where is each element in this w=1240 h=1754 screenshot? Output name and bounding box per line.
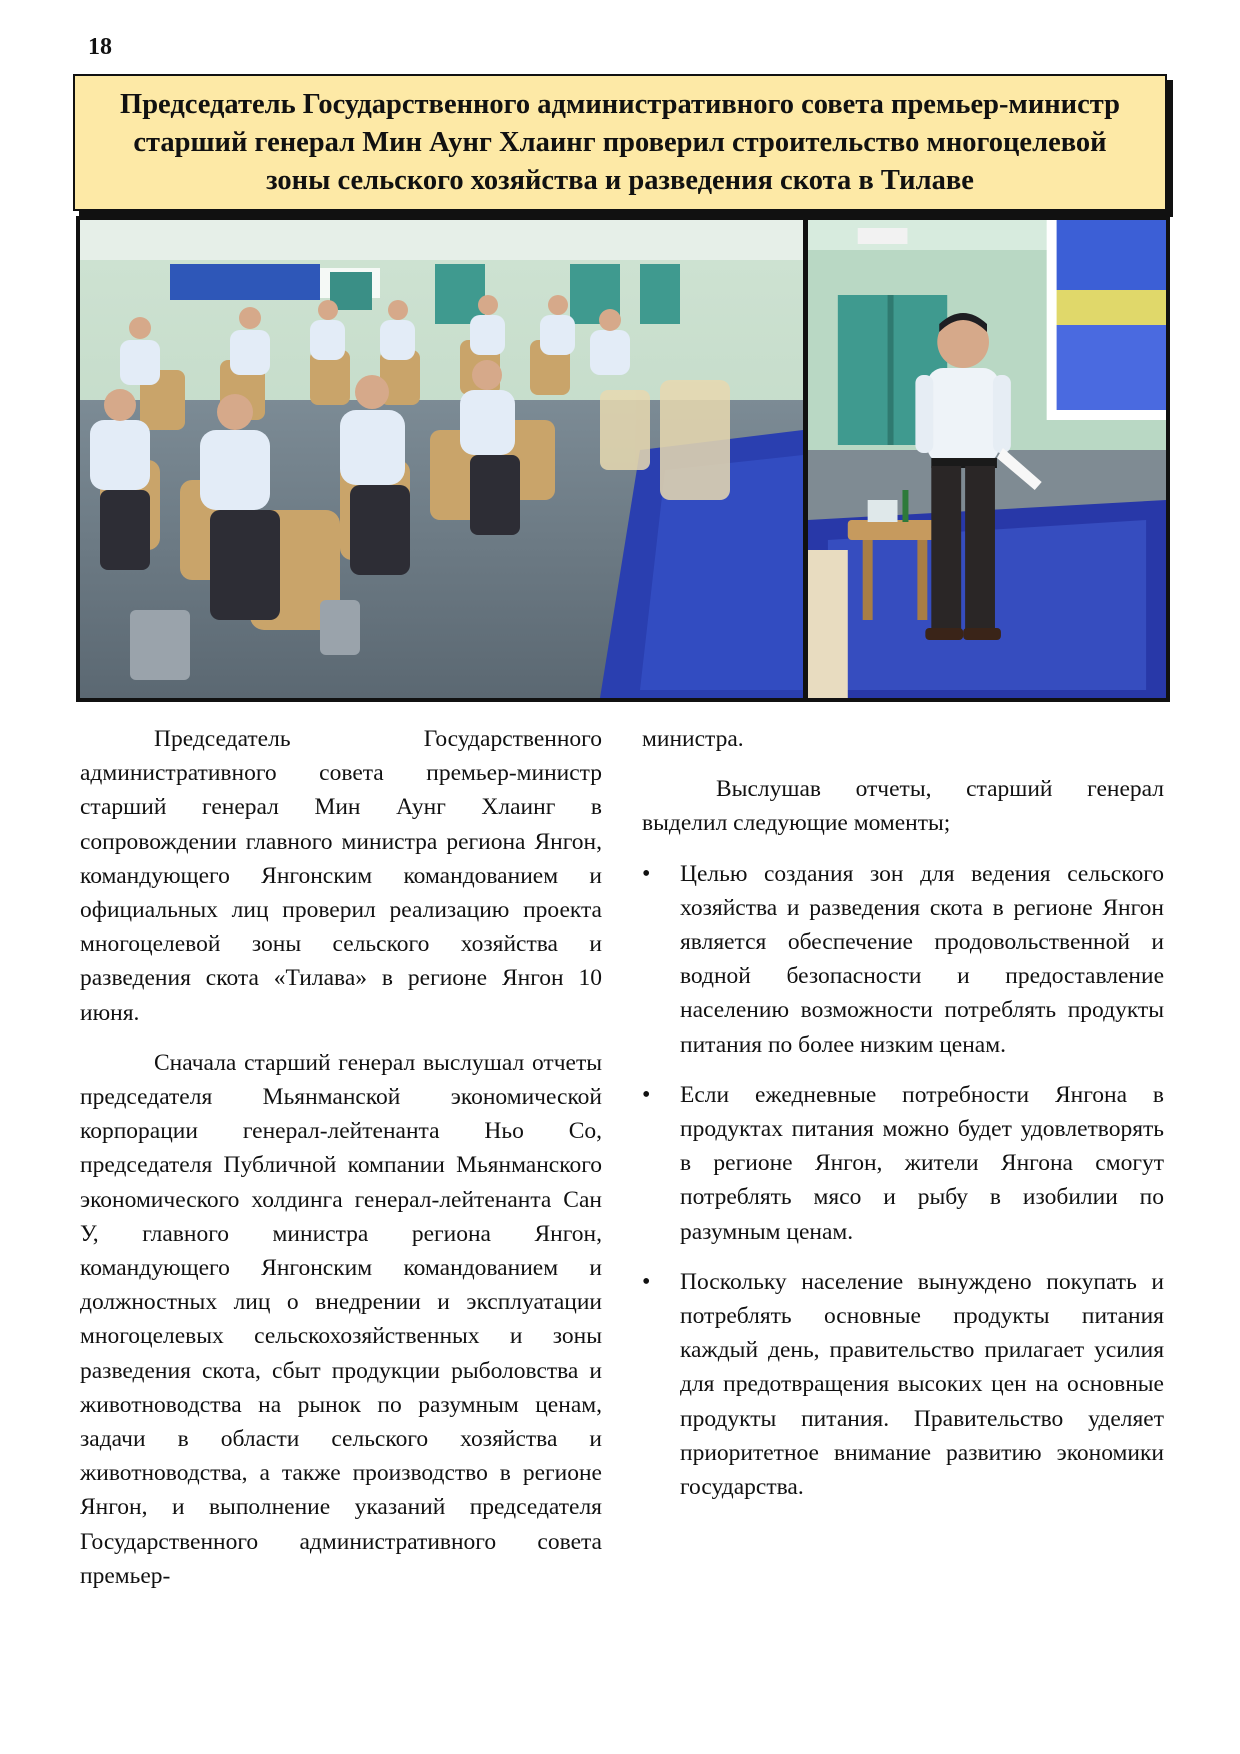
paragraph-highlights: Выслушав отчеты, старший генерал выделил следующие моменты;	[642, 776, 1164, 837]
paragraph-intro: Председатель Государственного административного совета премьер-министр старший генерал Мин Аунг Хлаинг в сопровождении главного министра региона Янгон, командующего Янгонским командованием и официальных лиц проверил реализацию проекта многоцелевой зоны сельского хозяйства и разведения скота «Тилава» в регионе Янгон 10 июня.	[80, 726, 602, 1026]
speaker-photo	[808, 220, 1166, 698]
bullet-item: • Целью создания зон для ведения сельского хозяйства и разведения скота в регионе Янгон является обеспечение продовольственной и водной безопасности и предоставление населению возможности потреблять продукты питания по более низким ценам.	[642, 857, 1164, 1062]
photo-frame	[76, 216, 1170, 702]
paragraph-reports: Сначала старший генерал выслушал отчеты председателя Мьянманской экономической корпорации генерал-лейтенанта Ньо Со, председателя Публичной компании Мьянманского экономического холдинга генерал-лейтенанта Сан У, главного министра региона Янгон, командующего Янгонским командованием и должностных лиц о внедрении и эксплуатации многоцелевых сельскохозяйственных и зоны разведения скота, сбыт продукции рыболовства и животноводства на рынок по разумным ценам, задачи в области сельского хозяйства и животноводства, а также производство в регионе Янгон, и выполнение указаний председателя Государственного административного совета премьер-	[80, 1049, 602, 1589]
right-column	[642, 722, 1164, 1520]
headline: Председатель Государственного административного совета премьер-министр старший генерал Мин Аунг Хлаинг проверил строительство многоцелевой зоны сельского хозяйства и разведения скота в Тилаве	[120, 88, 1120, 196]
bullet-item: • Поскольку население вынуждено покупать и потреблять основные продукты питания каждый день, правительство прилагает усилия для предотвращения высоких цен на основные продукты питания. Правительство уделяет приоритетное внимание развитию экономики государства.	[642, 1265, 1164, 1504]
bullet-item: • Если ежедневные потребности Янгона в продуктах питания можно будет удовлетворять в регионе Янгон, жители Янгона смогут потреблять мясо и рыбу в изобилии по разумным ценам.	[642, 1078, 1164, 1249]
bullet-list	[642, 857, 1164, 1505]
paragraph-continuation: министра.	[642, 726, 744, 752]
meeting-audience-image	[80, 220, 803, 698]
speaker-image	[808, 220, 1166, 698]
page-number: 18	[88, 34, 112, 60]
left-column	[80, 722, 602, 1609]
headline-box	[73, 74, 1167, 211]
meeting-audience-photo	[80, 220, 803, 698]
